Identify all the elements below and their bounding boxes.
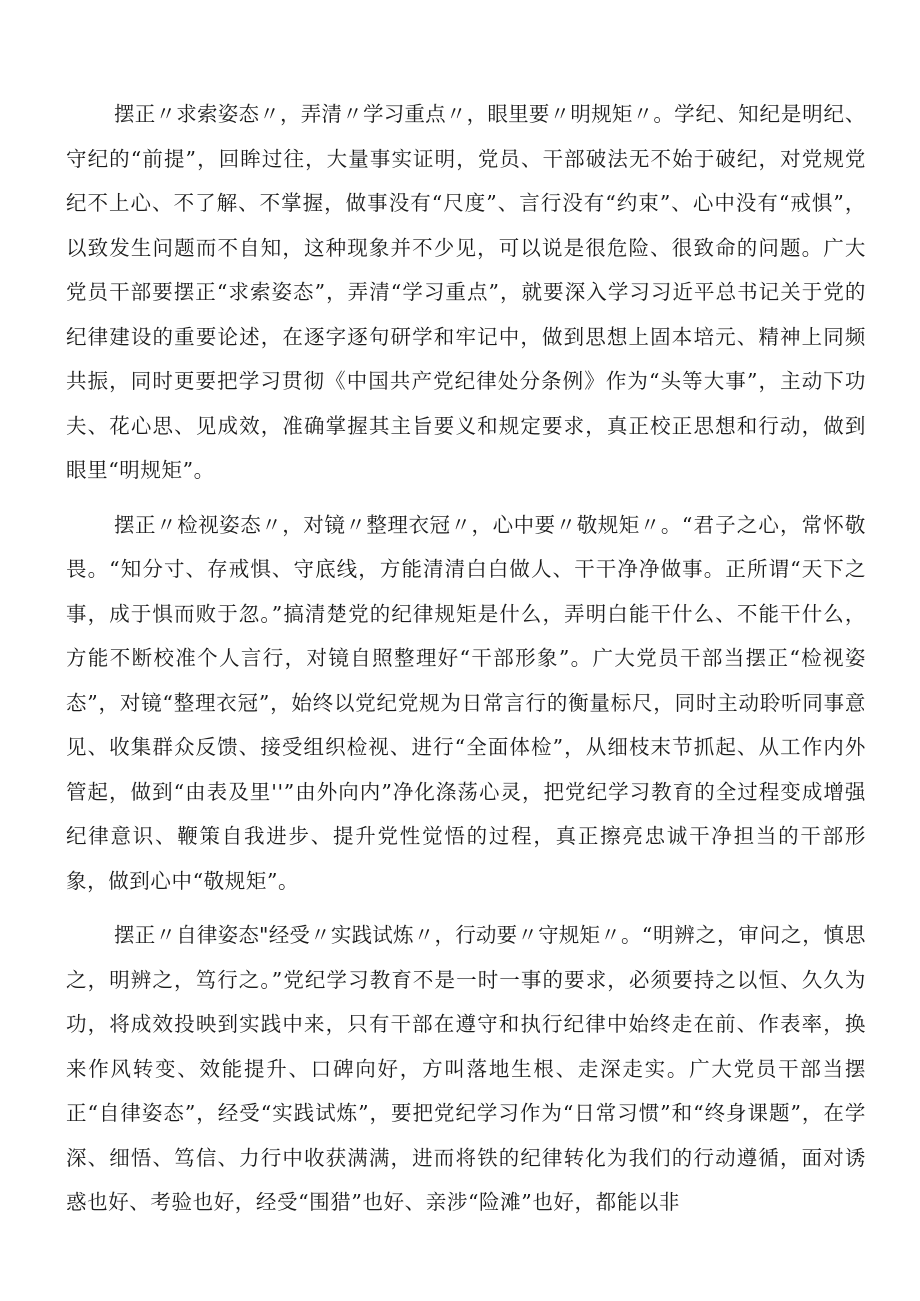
document-body <box>66 92 866 1235</box>
paragraph-1-text: 学纪、知纪是明纪、守纪的“前提”，回眸过往，大量事实证明，党员、干部破法无不始于破纪，对党规党纪不上心、不了解、不掌握，做事没有“尺度”、言行没有“约束”、心中没有“戒惧”，以致发生问题而不自知，这种现象并不少见，可以说是很危险、很致命的问题。广大党员干部要摆正“求索姿态”，弄清“学习重点”，就要深入学习习近平总书记关于党的纪律建设的重要论述，在逐字逐句研学和牢记中，做到思想上固本培元、精神上同频共振，同时更要把学习贯彻《中国共产党纪律处分条例》作为“头等大事”，主动下功夫、花心思、见成效，准确掌握其主旨要义和规定要求，真正校正思想和行动，做到眼里“明规矩”。 <box>66 102 867 482</box>
paragraph-2-text: “君子之心，常怀敬畏。“知分寸、存戒惧、守底线，方能清清白白做人、干干净净做事。正所谓“天下之事，成于惧而败于忽。”搞清楚党的纪律规矩是什么，弄明白能干什么、不能干什么，方能不断校准个人言行，对镜自照整理好“干部形象”。广大党员干部当摆正“检视姿态”，对镜“整理衣冠”，始终以党纪党规为日常言行的衡量标尺，同时主动聆听同事意见、收集群众反馈、接受组织检视、进行“全面体检”，从细枝末节抓起、从工作内外管起，做到“由表及里''”由外向内”净化涤荡心灵，把党纪学习教育的全过程变成增强纪律意识、鞭策自我进步、提升党性觉悟的过程，真正擦亮忠诚干净担当的干部形象，做到心中“敬规矩”。 <box>66 512 866 893</box>
paragraph-3-heading: 摆正〃自律姿态"经受〃实践试炼〃，行动要〃守规矩〃。 <box>114 923 642 947</box>
paragraph-1 <box>66 92 866 493</box>
paragraph-3 <box>66 913 866 1225</box>
paragraph-2 <box>66 503 866 904</box>
paragraph-2-heading: 摆正〃检视姿态〃，对镜〃整理衣冠〃，心中要〃敬规矩〃。 <box>114 512 682 537</box>
paragraph-3-text: “明辨之，审问之，慎思之，明辨之，笃行之。”党纪学习教育不是一时一事的要求，必须要持之以恒、久久为功，将成效投映到实践中来，只有干部在遵守和执行纪律中始终走在前、作表率，换来作风转变、效能提升、口碑向好，方叫落地生根、走深走实。广大党员干部当摆正“自律姿态”，经受“实践试炼”，要把党纪学习作为“日常习惯”和“终身课题”，在学深、细悟、笃信、力行中收获满满，进而将铁的纪律转化为我们的行动遵循，面对诱惑也好、考验也好，经受“围猎”也好、亲涉“险滩”也好，都能以非 <box>66 923 866 1214</box>
paragraph-1-heading: 摆正〃求索姿态〃，弄清〃学习重点〃，眼里要〃明规矩〃。 <box>114 102 675 126</box>
